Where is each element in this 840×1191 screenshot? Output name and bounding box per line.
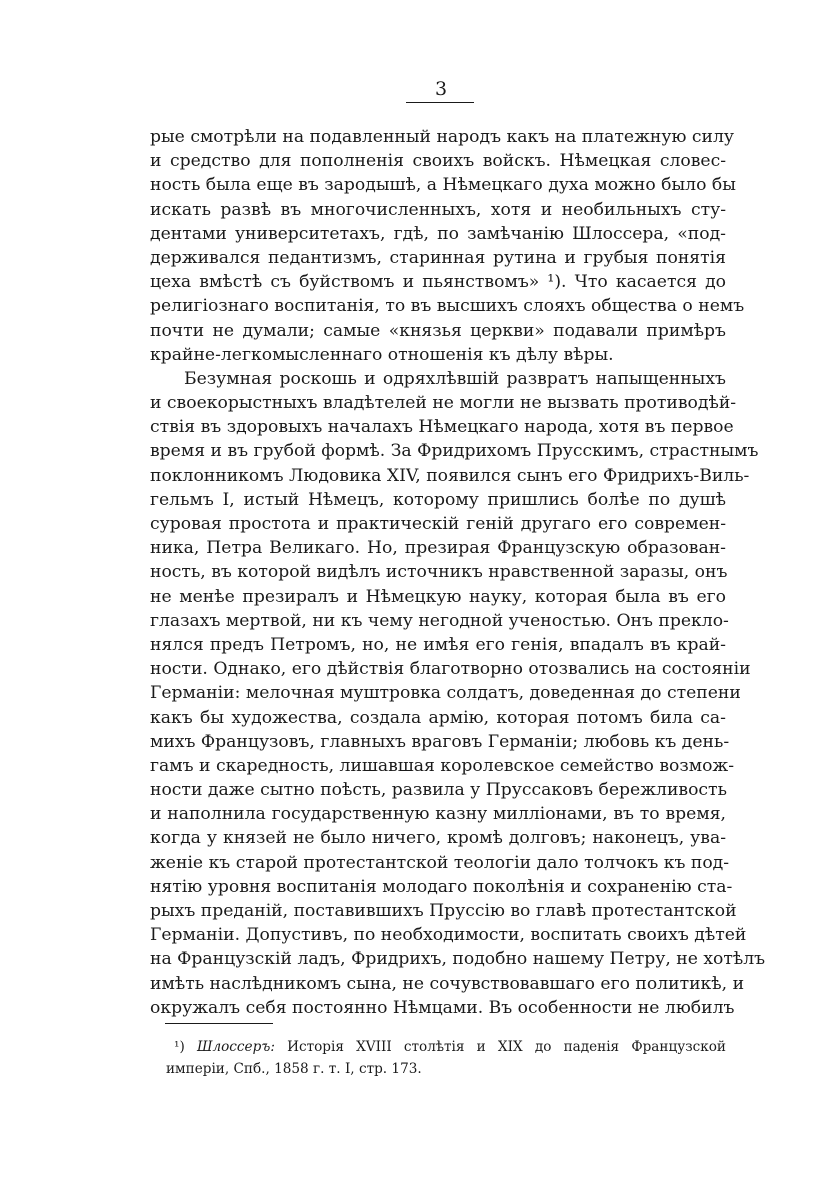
footnote-author: Шлоссеръ: [196, 1039, 275, 1055]
footnote-line: имперіи, Спб., 1858 г. т. I, стр. 173. [166, 1061, 422, 1077]
text-line: искать развѣ въ многочисленныхъ, хотя и необильныхъ сту- [150, 199, 726, 220]
text-line: ности. Однако, его дѣйствія благотворно отозвались на состояніи [150, 659, 751, 680]
text-line: ствія въ здоровыхъ началахъ Нѣмецкаго народа, хотя въ первое [150, 417, 734, 438]
text-line: Германіи: мелочная муштровка солдатъ, доведенная до степени [150, 683, 741, 704]
text-line: когда у князей не было ничего, кромѣ долговъ; наконецъ, ува- [150, 828, 726, 849]
text-line: поклонникомъ Людовика XIV, появился сынъ его Фридрихъ-Виль- [150, 465, 750, 486]
page-number-rule [406, 102, 474, 103]
text-line: гамъ и скаредность, лишавшая королевское семейство возмож- [150, 755, 735, 776]
text-line: нялся предъ Петромъ, но, не имѣя его генія, впадалъ въ край- [150, 634, 726, 655]
text-line: не менѣе презиралъ и Нѣмецкую науку, которая была въ его [150, 586, 726, 607]
text-line: дентами университетахъ, гдѣ, по замѣчанію Шлоссера, «под- [150, 223, 726, 244]
text-line: Германіи. Допустивъ, по необходимости, воспитать своихъ дѣтей [150, 925, 747, 946]
body-text [150, 125, 766, 1020]
text-line: и средство для пополненія своихъ войскъ. Нѣмецкая словес- [150, 151, 726, 172]
footnote-line [166, 1036, 726, 1058]
text-line: женіе къ старой протестантской теологіи дало толчокъ къ под- [150, 852, 730, 873]
text-line: рыхъ преданій, поставившихъ Пруссію во главѣ протестантской [150, 901, 737, 921]
paragraph-2 [150, 367, 766, 1020]
text-line: окружалъ себя постоянно Нѣмцами. Въ особенности не любилъ [150, 997, 735, 1018]
paragraph-1 [150, 125, 745, 367]
text-line: гельмъ I, истый Нѣмецъ, которому пришлись болѣе по душѣ [150, 489, 726, 510]
text-line: ности даже сытно поѣсть, развила у Пруссаковъ бережливость [150, 780, 727, 801]
text-line: держивался педантизмъ, старинная рутина и грубыя понятія [150, 247, 726, 268]
text-line: нятію уровня воспитанія молодаго поколѣнія и сохраненію ста- [150, 876, 733, 897]
text-line: и наполнила государственную казну милліонами, въ то время, [150, 804, 726, 825]
footnote-title: Исторія XVIII столѣтія и XIX до паденія Французской [287, 1039, 726, 1055]
text-line: почти не думали; самые «князья церкви» подавали примѣръ [150, 320, 726, 341]
page-number: 3 [434, 78, 448, 100]
text-line: религіознаго воспитанія, то въ высшихъ слояхъ общества о немъ [150, 296, 745, 317]
text-line: и своекорыстныхъ владѣтелей не могли не вызвать противодѣй- [150, 393, 737, 414]
text-line: крайне-легкомысленнаго отношенія къ дѣлу вѣры. [150, 344, 614, 365]
text-line: глазахъ мертвой, ни къ чему негодной ученостью. Онъ прекло- [150, 610, 729, 631]
footnote [166, 1036, 726, 1080]
text-line: Безумная роскошь и одряхлѣвшій развратъ напыщенныхъ [184, 368, 726, 389]
text-line: ника, Петра Великаго. Но, презирая Французскую образован- [150, 538, 726, 559]
footnote-marker: ¹) [174, 1039, 185, 1055]
footnote-rule [165, 1023, 273, 1024]
text-line: ность, въ которой видѣлъ источникъ нравственной заразы, онъ [150, 562, 728, 583]
text-line: михъ Французовъ, главныхъ враговъ Германіи; любовь къ день- [150, 731, 730, 752]
text-line: время и въ грубой формѣ. За Фридрихомъ Прусскимъ, страстнымъ [150, 441, 759, 462]
text-line: цеха вмѣстѣ съ буйствомъ и пьянствомъ» ¹). Что касается до [150, 272, 726, 293]
text-line: на Французскій ладъ, Фридрихъ, подобно нашему Петру, не хотѣлъ [150, 949, 766, 970]
text-line: какъ бы художества, создала армію, которая потомъ била са- [150, 707, 726, 728]
text-line: имѣть наслѣдникомъ сына, не сочувствовавшаго его политикѣ, и [150, 973, 745, 994]
text-line: рые смотрѣли на подавленный народъ какъ на платежную силу [150, 127, 734, 147]
text-line: ность была еще въ зародышѣ, а Нѣмецкаго духа можно было бы [150, 175, 736, 196]
text-line: суровая простота и практическій геній другаго его современ- [150, 514, 726, 534]
